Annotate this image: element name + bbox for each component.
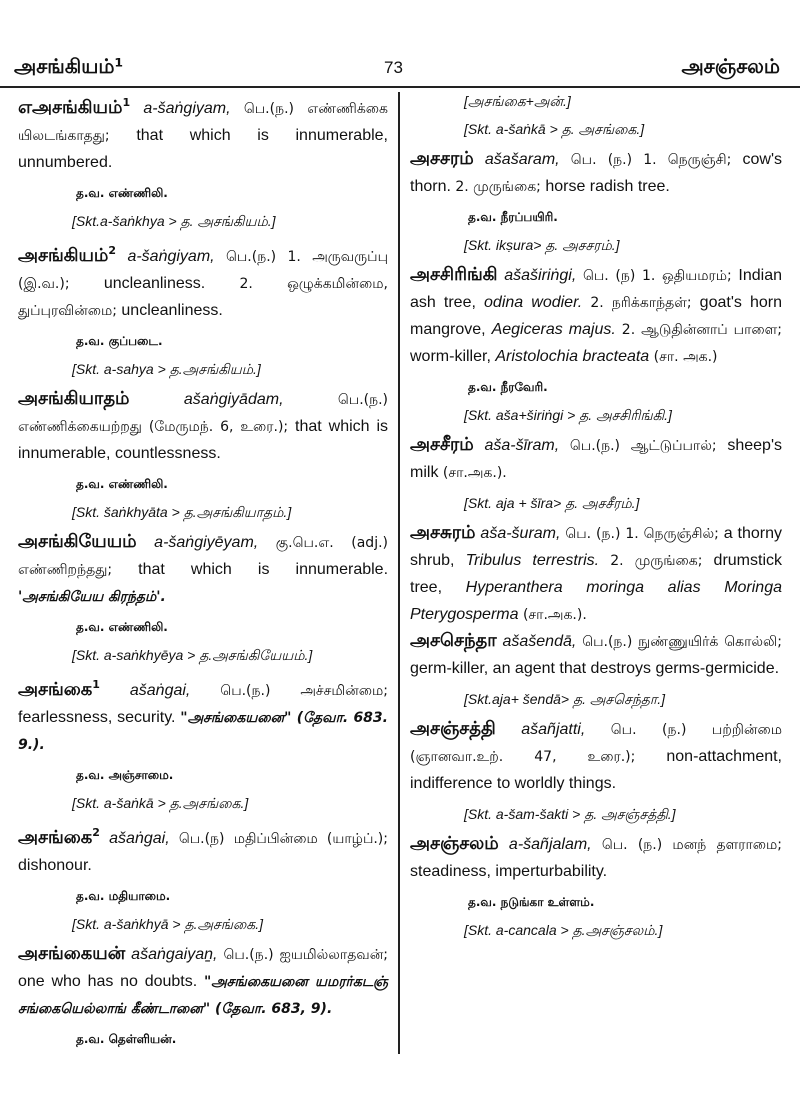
entry-headword: அசங்கியாதம் [18, 388, 130, 409]
scientific-name: Hyperanthera moringa alias Moringa Pterygosperma [410, 579, 783, 623]
entry-headword: அசங்கியேயம் [18, 531, 137, 552]
tamil-definition: கு.பெ.எ. (adj.) எண்ணிறந்தது; [18, 535, 388, 578]
etymology-note: [Skt. a-šaṅkā > த.அசங்கை.] [72, 795, 249, 811]
etymology-note: [Skt. a-šaṅkhyā > த.அசங்கை.] [72, 916, 264, 932]
english-definition: that which is innumerable, unnumbered. [18, 127, 389, 171]
tamil-definition: பெ.(ந.) 1. அருவருப்பு (இ.வ.); [18, 249, 388, 292]
etymology-note: [Skt. ikṣura> த. அசசரம்.] [464, 237, 620, 253]
entry-headword: அசசிரிங்கி [410, 264, 498, 285]
tamil-definition: பெ.(ந.) அச்சமின்மை; [220, 683, 388, 699]
tamil-definition: பெ.(ந.) நுண்ணுயிர்க் கொல்லி; [582, 634, 782, 650]
dictionary-entry [18, 820, 388, 879]
tamil-definition: பெ.(ந.) எண்ணிக்கை யிலடங்காதது; [18, 101, 388, 144]
page-number: 73 [384, 58, 403, 77]
homograph-number: 2 [108, 244, 117, 257]
entry-headword: அசங்கை$^1$ [18, 678, 100, 700]
pure-tamil-equivalent: த.வ. தெள்ளியன். [76, 1032, 177, 1046]
scientific-name: odina wodier. [484, 294, 591, 311]
entry-headword: அசங்கியம்$^2$ [18, 244, 117, 266]
homograph-number: 2 [92, 826, 100, 839]
pure-tamil-equivalent: த.வ. நீரப்பயிரி. [468, 210, 558, 224]
english-definition: drumstick tree, [410, 552, 782, 596]
transliteration: ašaṅgiyādam, [129, 391, 338, 408]
tamil-definition: பெ. (ந) 1. ஒதியமரம்; [582, 268, 739, 284]
scientific-name: Aegiceras majus. [491, 321, 622, 338]
citation: 'அசங்கியேய கிரந்தம்'. [18, 589, 166, 605]
tamil-definition: பெ.(ந.) ஆட்டுப்பால்; [569, 438, 728, 454]
dictionary-entry [410, 262, 782, 370]
transliteration: ašaṅgaiyaṉ, [125, 946, 224, 963]
english-definition: cow's thorn. [410, 151, 782, 195]
dictionary-entry [18, 386, 388, 467]
tamil-definition: 2. முருங்கை; [455, 179, 546, 195]
transliteration: ašaṅgai, [99, 830, 179, 847]
pure-tamil-equivalent: த.வ. எண்ணிலி. [76, 477, 168, 491]
left-column [18, 90, 388, 1050]
transliteration: a-šañjalam, [498, 836, 602, 853]
dictionary-entry [410, 432, 782, 486]
etymology-note: [Skt. a-saṅkhyēya > த.அசங்கியேயம்.] [72, 647, 313, 663]
transliteration: ašašendā, [496, 633, 583, 650]
pure-tamil-equivalent: த.வ. எண்ணிலி. [76, 186, 168, 200]
tamil-definition: பெ.(ந.) எண்ணிக்கையற்றது (மேருமந். 6, உரை.); [18, 392, 388, 435]
pure-tamil-equivalent: த.வ. அஞ்சாமை. [76, 768, 174, 782]
etymology-note: [Skt. aša+širiṅgi > த. அசசிரிங்கி.] [464, 407, 672, 423]
citation: "அசங்கையனை" (தேவா. 683. 9.). [18, 710, 388, 753]
tamil-definition: பெ.(ந.) ஐயமில்லாதவன்; [223, 947, 388, 963]
transliteration: a-šaṅgiyam, [130, 100, 244, 117]
entry-headword: அசங்கையன் [18, 943, 126, 964]
pure-tamil-equivalent: த.வ. மதியாமை. [76, 889, 171, 903]
transliteration: aša-šīram, [473, 437, 570, 454]
page-header [0, 52, 800, 88]
etymology-note: [Skt. a-šaṅkā > த. அசங்கை.] [464, 121, 645, 137]
etymology-note: [Skt. aja + šīra> த. அசசீரம்.] [464, 495, 640, 511]
etymology-note: [Skt. a-cancala > த.அசஞ்சலம்.] [464, 922, 663, 938]
english-definition: steadiness, imperturbability. [410, 863, 608, 880]
entry-headword: அசஞ்சலம் [410, 833, 499, 854]
column-divider [398, 92, 400, 1054]
tamil-definition: (சா. அக.) [653, 349, 718, 365]
tamil-definition: பெ. (ந.) 1. நெருஞ்சி; [570, 152, 743, 168]
english-definition: uncleanliness. [121, 302, 223, 319]
etymology-note: [Skt. a-sahya > த.அசங்கியம்.] [72, 361, 261, 377]
header-left-guideword: அசங்கியம்¹ [14, 54, 124, 78]
tamil-definition: பெ. (ந.) மனந் தளராமை; [601, 837, 783, 853]
scientific-name: Aristolochia bracteata [495, 348, 654, 365]
homograph-number: 1 [122, 96, 131, 109]
transliteration: ašañjatti, [495, 721, 611, 738]
dictionary-entry [410, 831, 782, 885]
tamil-definition: 2. ஒழுக்கமின்மை, துப்புரவின்மை; [18, 276, 388, 319]
homograph-number: 1 [92, 678, 100, 691]
transliteration: aša-šuram, [475, 525, 566, 542]
scientific-name: Tribulus terrestris. [465, 552, 611, 569]
tamil-definition: 2. ஆடுதின்னாப் பாளை; [621, 322, 782, 338]
english-definition: germ-killer, an agent that destroys germs-germicide. [410, 660, 780, 677]
entry-headword: அசங்கை$^2$ [18, 826, 100, 848]
tamil-definition: பெ.(ந) மதிப்பின்மை (யாழ்ப்.); [178, 831, 388, 847]
transliteration: a-šaṅgiyēyam, [136, 534, 276, 551]
entry-headword: அசசுரம் [410, 522, 476, 543]
english-definition: worm-killer, [410, 348, 496, 365]
dictionary-entry [410, 520, 782, 628]
english-definition: uncleanliness. [103, 275, 240, 292]
english-definition: one who has no doubts. [18, 973, 204, 990]
english-definition: dishonour. [18, 857, 92, 874]
dictionary-entry [18, 941, 388, 1022]
transliteration: ašašaram, [473, 151, 571, 168]
transliteration: ašaširiṅgi, [497, 267, 583, 284]
pure-tamil-equivalent: த.வ. எண்ணிலி. [76, 620, 168, 634]
pure-tamil-equivalent: த.வ. நீரவேரி. [468, 380, 548, 394]
transliteration: a-šaṅgiyam, [116, 248, 226, 265]
etymology-note: [Skt.a-šaṅkhya > த. அசங்கியம்.] [72, 213, 276, 229]
english-definition: Indian ash tree, [410, 267, 783, 311]
dictionary-entry [410, 146, 782, 200]
etymology-note: [Skt.aja+ šendā> த. அசசெந்தா.] [464, 691, 666, 707]
transliteration: ašaṅgai, [99, 682, 221, 699]
english-definition: sheep's milk [410, 437, 782, 481]
tamil-definition: (சா.அக.). [442, 465, 507, 481]
tamil-definition: (சா.அக.). [522, 607, 587, 623]
entry-headword: அசசீரம் [410, 434, 474, 455]
dictionary-entry [18, 90, 388, 176]
english-definition: that which is innumerable, countlessness. [18, 418, 388, 462]
english-definition: a thorny shrub, [410, 525, 782, 569]
english-definition: goat's horn mangrove, [410, 294, 782, 338]
citation: "அசங்கையனை யமரர்கடஞ் சங்கையெல்லாங் கீண்டானை" (தேவா. 683, 9). [18, 974, 388, 1017]
entry-headword: அசஞ்சத்தி [410, 718, 496, 739]
right-column [410, 90, 782, 947]
dictionary-entry [410, 716, 782, 797]
english-definition: horse radish tree. [545, 178, 670, 195]
header-right-guideword: அசஞ்சலம் [681, 54, 780, 78]
tamil-definition: 2. நரிக்காந்தள்; [590, 295, 700, 311]
pure-tamil-equivalent: த.வ. குப்படை. [76, 334, 163, 348]
pure-tamil-equivalent: த.வ. நடுங்கா உள்ளம். [468, 895, 595, 909]
english-definition: fearlessness, security. [18, 709, 181, 726]
tamil-definition: பெ. (ந.) பற்றின்மை (ஞானவா.உற். 47, உரை.); [410, 722, 782, 765]
dictionary-entry [18, 238, 388, 324]
dictionary-entry [18, 672, 388, 758]
dictionary-entry [410, 628, 782, 682]
etymology-note: [அசங்கை+அன்.] [464, 93, 571, 109]
etymology-note: [Skt. šaṅkhyāta > த.அசங்கியாதம்.] [72, 504, 292, 520]
entry-headword: அசசரம் [410, 148, 474, 169]
tamil-definition: பெ. (ந.) 1. நெருஞ்சில்; [565, 526, 724, 542]
entry-headword: எஅசங்கியம்$^1$ [18, 96, 131, 118]
dictionary-entry [18, 529, 388, 610]
english-definition: that which is innumerable. [138, 561, 389, 578]
tamil-definition: 2. முருங்கை; [610, 553, 714, 569]
etymology-note: [Skt. a-šam-šakti > த. அசஞ்சத்தி.] [464, 806, 676, 822]
entry-headword: அசசெந்தா [410, 630, 497, 651]
english-definition: non-attachment, indifference to worldly things. [410, 748, 782, 792]
